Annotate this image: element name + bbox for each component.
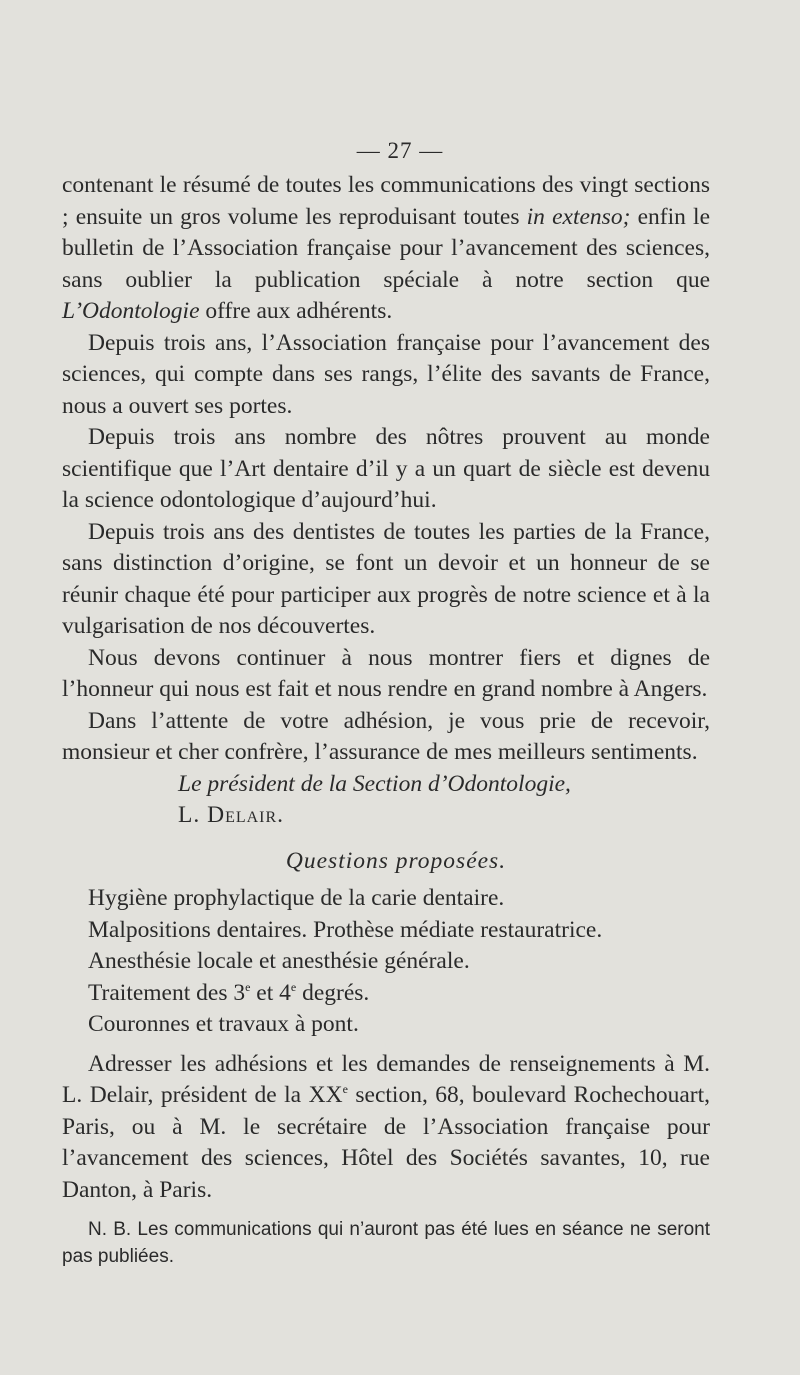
paragraph-angers: Nous devons continuer à nous montrer fiers et dignes de l’honneur qui nous est fait et nous rendre en grand nombre à Angers. <box>62 644 710 702</box>
question-item: Malpositions dentaires. Prothèse médiate restauratrice. <box>88 916 603 943</box>
superscript: e <box>245 979 251 994</box>
paragraph-text: offre aux adhérents. <box>199 298 393 324</box>
paragraph-science: Depuis trois ans nombre des nôtres prouvent au monde scientifique que l’Art dentaire d’il y a un quart de siècle est devenu la science odontologique d’aujourd’hui. <box>62 424 710 513</box>
question-text: Traitement des 3 <box>88 979 246 1006</box>
paragraph-communications <box>62 170 710 328</box>
question-text: et 4 <box>250 979 291 1006</box>
question-item: Hygiène prophylactique de la carie dentaire. <box>88 885 505 911</box>
paragraph-association: Depuis trois ans, l’Association française pour l’avancement des sciences, qui compte dans ses rangs, l’élite des savants de France, nous a ouvert ses portes. <box>62 329 710 419</box>
nota-bene: N. B. Les communications qui n’auront pas été lues en séance ne seront pas publiées. <box>62 1219 710 1267</box>
paragraph-dentists: Depuis trois ans des dentistes de toutes les parties de la France, sans distinction d’origine, se font un devoir et un honneur de se réunir chaque été pour participer aux progrès de notre science et à la vulgarisation de nos découvertes. <box>62 518 710 639</box>
paragraph-address <box>62 1049 710 1207</box>
paragraph-text: enfin le bulletin de l’Association française pour l’avancement des sciences, sans oublier la publication spéciale à notre section que <box>62 203 710 293</box>
signature-name: L. Delair. <box>178 802 285 828</box>
questions-heading: Questions proposées. <box>285 847 507 874</box>
question-text: degrés. <box>296 979 370 1006</box>
page-number: — 27 — <box>356 138 444 163</box>
paragraph-closing: Dans l’attente de votre adhésion, je vous prie de recevoir, monsieur et cher confrère, l’assurance de mes meilleurs sentiments. <box>62 707 710 765</box>
question-item: Couronnes et travaux à pont. <box>88 1011 359 1037</box>
paragraph-text: contenant le résumé de toutes les communications des vingt sections ; ensuite un gros volume les reproduisant toutes <box>62 172 710 230</box>
superscript: e <box>290 979 297 994</box>
question-item <box>62 978 710 1010</box>
body-text <box>62 170 710 1270</box>
question-item: Anesthésie locale et anesthésie générale. <box>88 948 470 974</box>
italic-odontologie: L’Odontologie <box>62 298 200 324</box>
address-text: section, 68, boulevard Rochechouart, Paris, ou à M. le secrétaire de l’Association française pour l’avancement des sciences, Hôtel des Sociétés savantes, 10, rue Danton, à Paris. <box>62 1082 711 1203</box>
address-text: Adresser les adhésions et les demandes de renseignements à M. L. Delair, président de la XX <box>62 1050 710 1108</box>
superscript: e <box>342 1082 348 1097</box>
signature-title: Le président de la Section d’Odontologie, <box>178 770 571 797</box>
italic-in-extenso: in extenso; <box>526 203 631 230</box>
